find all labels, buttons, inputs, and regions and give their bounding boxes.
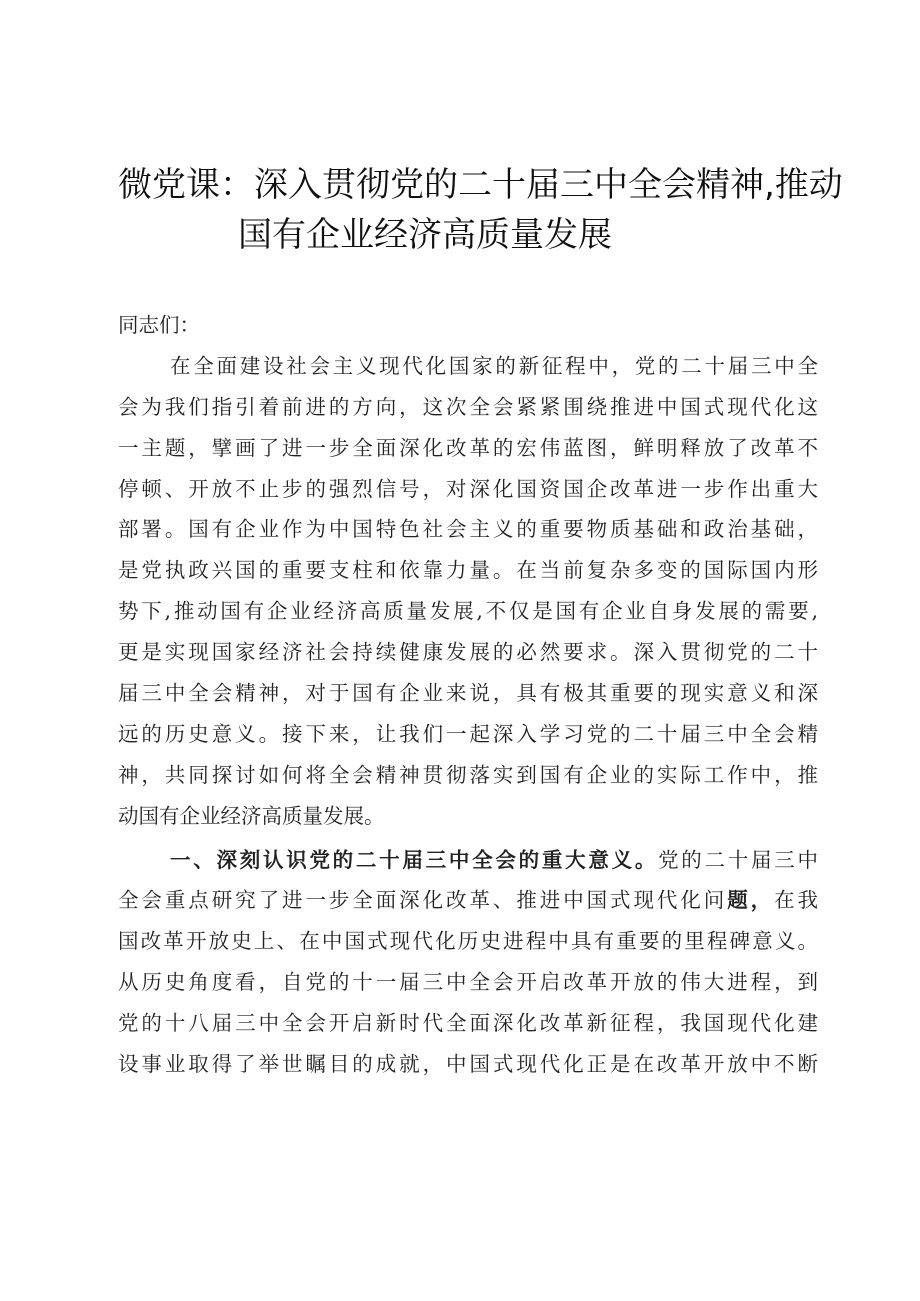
paragraph-line: 远的历史意义。接下来，让我们一起深入学习党的二十届三中全会精: [118, 721, 818, 746]
section-1-heading: 一、深刻认识党的二十届三中全会的重大意义。: [170, 847, 659, 872]
paragraph-line: 会为我们指引着前进的方向，这次全会紧紧围绕推进中国式现代化这: [118, 394, 818, 419]
paragraph-line: 更是实现国家经济社会持续健康发展的必然要求。深入贯彻党的二十: [118, 640, 818, 665]
paragraph-line: 党的十八届三中全会开启新时代全面深化改革新征程，我国现代化建: [118, 1011, 818, 1036]
salutation: 同志们：: [118, 313, 200, 337]
paragraph-line: 一主题，擘画了进一步全面深化改革的宏伟蓝图，鲜明释放了改革不: [118, 435, 818, 460]
document-body: [118, 305, 818, 1085]
document-title: [118, 160, 843, 260]
title-line-2: 国有企业经济高质量发展: [238, 215, 612, 255]
paragraph-line: 势下,推动国有企业经济高质量发展,不仅是国有企业自身发展的需要,: [118, 599, 818, 624]
paragraph-section-1: [118, 840, 818, 1085]
section-1-line-2-bold: 题，: [727, 888, 775, 913]
paragraph-line: 设事业取得了举世瞩目的成就，中国式现代化正是在改革开放中不断: [118, 1052, 818, 1077]
paragraph-line: 神，共同探讨如何将全会精神贯彻落实到国有企业的实际工作中，推: [118, 762, 818, 787]
paragraph-line: 国改革开放史上、在中国式现代化历史进程中具有重要的里程碑意义。: [118, 929, 818, 954]
title-line-1: 微党课：深入贯彻党的二十届三中全会精神,推动: [118, 165, 843, 205]
paragraph-line: 部署。国有企业作为中国特色社会主义的重要物质基础和政治基础，: [118, 517, 818, 542]
section-1-first-line-rest: 党的二十届三中: [658, 847, 819, 872]
section-1-first-line: [118, 840, 818, 881]
paragraph-line: 是党执政兴国的重要支柱和依靠力量。在当前复杂多变的国际国内形: [118, 558, 818, 583]
paragraph-line: 在全面建设社会主义现代化国家的新征程中，党的二十届三中全: [170, 353, 818, 378]
section-1-line-2-part-a: 全会重点研究了进一步全面深化改革、推进中国式现代化问: [118, 888, 728, 913]
paragraph-intro: [118, 346, 818, 837]
section-1-line-2-part-b: 在我: [774, 888, 819, 913]
paragraph-line: 动国有企业经济高质量发展。: [118, 803, 385, 828]
paragraph-line: 届三中全会精神，对于国有企业来说，具有极其重要的现实意义和深: [118, 681, 818, 706]
paragraph-line: 从历史角度看，自党的十一届三中全会开启改革开放的伟大进程，到: [118, 970, 818, 995]
paragraph-line: 停顿、开放不止步的强烈信号，对深化国资国企改革进一步作出重大: [118, 476, 818, 501]
section-1-line-2: [118, 880, 818, 921]
